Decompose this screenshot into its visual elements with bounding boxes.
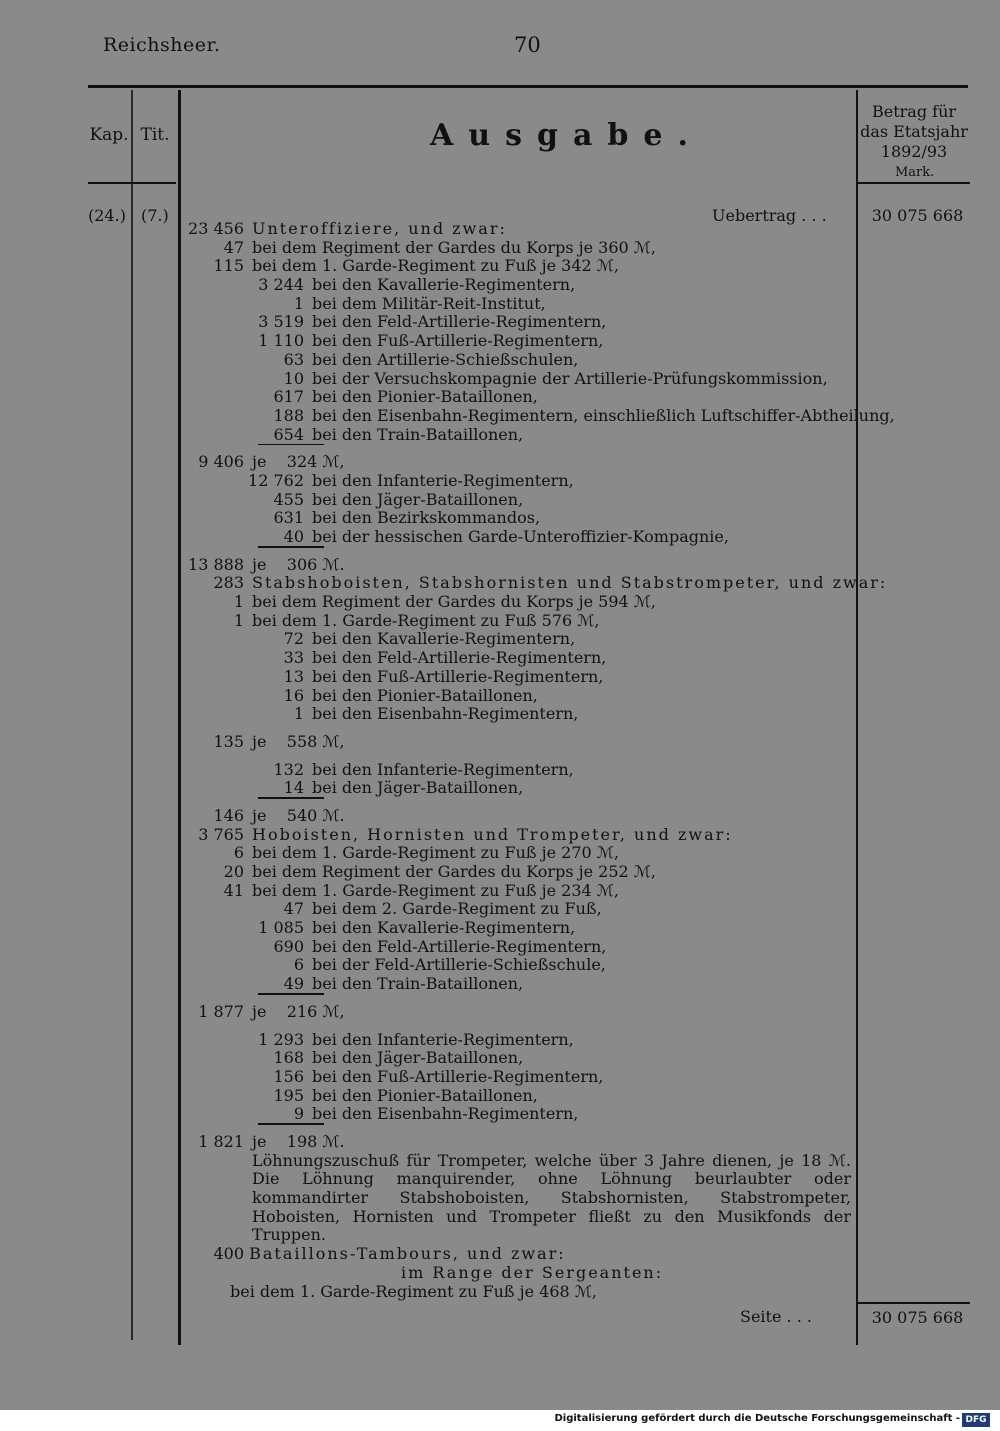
count: 1 293 (258, 1029, 304, 1049)
count: 13 888 (188, 554, 244, 574)
entry-text: je 540 ℳ. (252, 805, 345, 825)
entry-line (186, 938, 851, 957)
unit-label: Mark. (895, 165, 935, 180)
page-number: 70 (514, 33, 541, 57)
entry-line (186, 761, 851, 780)
entry-text: Hoboisten, Hornisten und Trompeter, und zwar: (252, 824, 733, 844)
count: 132 (273, 759, 304, 779)
entry-line (186, 351, 851, 370)
entry-text: Unteroffiziere, und zwar: (252, 219, 507, 238)
entry-text: bei den Eisenbahn-Regimentern, (312, 704, 579, 724)
count: 72 (283, 629, 304, 649)
entry-text: bei der Feld-Artillerie-Schießschule, (312, 955, 606, 975)
entry-text: bei dem 1. Garde-Regiment zu Fuß je 342 ℳ, (252, 256, 619, 276)
entry-line (186, 919, 851, 938)
entry-line (186, 405, 895, 426)
column-divider-2 (178, 90, 181, 1345)
subtotal-rule (258, 444, 324, 446)
count: 40 (283, 527, 304, 546)
entry-line (186, 1087, 851, 1106)
rang-line (186, 1264, 851, 1283)
entry-line (186, 1031, 851, 1050)
entry-line (186, 668, 851, 687)
entry-line (186, 239, 851, 258)
entry-text: bei den Bezirkskommandos, (312, 508, 541, 528)
entry-line (186, 388, 851, 407)
entry-line (186, 426, 851, 445)
entry-text: je 306 ℳ. (252, 554, 345, 574)
count: 13 (283, 666, 304, 686)
subtotal-rule (258, 1123, 324, 1125)
entry-line (186, 593, 851, 612)
count: 690 (273, 936, 304, 956)
column-divider-1 (131, 90, 133, 1340)
uebertrag-label: Uebertrag . . . (712, 206, 827, 225)
entry-line (186, 975, 851, 994)
count: 63 (283, 349, 304, 369)
count: 33 (283, 648, 304, 668)
entry-line (186, 509, 851, 528)
entry-line (186, 844, 851, 863)
entry-line (186, 573, 888, 593)
count: 1 110 (258, 331, 304, 351)
entry-line (186, 556, 851, 575)
entry-text: bei den Jäger-Bataillonen, (312, 1048, 524, 1068)
expenditure-lines (186, 219, 895, 1152)
count: 3 765 (198, 824, 244, 844)
entry-text: bei den Pionier-Bataillonen, (312, 685, 538, 705)
expenditure-body (186, 219, 895, 1301)
entry-line (186, 528, 851, 547)
entry-line (186, 1068, 851, 1087)
footer-bar (0, 1410, 1000, 1431)
count: 23 456 (188, 219, 244, 238)
betrag-line-1: Betrag für (871, 102, 957, 121)
count: 10 (283, 368, 304, 388)
count: 455 (273, 489, 304, 509)
tambours-line (186, 1245, 851, 1264)
entry-text: bei dem 1. Garde-Regiment zu Fuß 576 ℳ, (252, 610, 600, 630)
count: 135 (213, 731, 244, 751)
entry-text: bei den Jäger-Bataillonen, (312, 489, 524, 509)
entry-line (186, 332, 851, 351)
count: 156 (273, 1066, 304, 1086)
subtotal-rule (258, 546, 324, 548)
entry-text: bei den Kavallerie-Regimentern, (312, 918, 576, 938)
entry-text: bei dem 1. Garde-Regiment zu Fuß je 270 ℳ, (252, 843, 619, 863)
uebertrag-amount: 30 075 668 (871, 206, 964, 225)
count: 16 (283, 685, 304, 705)
entry-line (186, 491, 851, 510)
entry-text: je 558 ℳ, (252, 731, 345, 751)
entry-text: bei der Versuchskompagnie der Artillerie-Prüfungskommission, (312, 368, 828, 388)
count: 195 (273, 1085, 304, 1105)
column-header-tit: Tit. (140, 125, 170, 145)
entry-line (186, 453, 851, 472)
entry-text: bei den Fuß-Artillerie-Regimentern, (312, 666, 604, 686)
top-rule (88, 85, 968, 88)
count: 47 (283, 899, 304, 919)
count: 47 (223, 237, 244, 257)
count: 12 762 (248, 470, 304, 490)
count: 1 821 (198, 1131, 244, 1151)
entry-text: je 216 ℳ, (252, 1001, 345, 1021)
column-header-title: Ausgabe. (430, 118, 703, 153)
entry-line (186, 687, 851, 706)
entry-line (186, 1049, 851, 1068)
entry-text: bei den Train-Bataillonen, (312, 424, 524, 444)
entry-text: bei den Pionier-Bataillonen, (312, 1085, 538, 1105)
entry-text: bei den Eisenbahn-Regimentern, einschließlich Luftschiffer-Abtheilung, (312, 405, 895, 425)
running-header: Reichsheer. (103, 34, 221, 56)
entry-text: bei dem 2. Garde-Regiment zu Fuß, (312, 899, 602, 919)
count: 146 (213, 805, 244, 825)
entry-line (186, 1133, 851, 1152)
count: 283 (213, 573, 244, 593)
count: 654 (273, 424, 304, 444)
count: 1 (293, 704, 304, 724)
entry-text: bei den Pionier-Bataillonen, (312, 387, 538, 407)
entry-line (186, 779, 851, 798)
entry-line (186, 900, 851, 919)
entry-text: bei dem 1. Garde-Regiment zu Fuß je 468 ℳ, (230, 1281, 597, 1301)
count: 3 244 (258, 275, 304, 295)
subtotal-rule (258, 797, 324, 799)
entry-text: bei der hessischen Garde-Unteroffizier-Kompagnie, (312, 527, 729, 546)
betrag-line-3: 1892/93 (880, 142, 948, 161)
entry-line (186, 705, 851, 724)
count: 168 (273, 1048, 304, 1068)
count: 6 (233, 843, 244, 863)
entry-line (186, 612, 851, 631)
footer-credit: Digitalisierung gefördert durch die Deutsche Forschungsgemeinschaft - (554, 1413, 960, 1424)
entry-text: bei den Artillerie-Schießschulen, (312, 349, 579, 369)
count: 400 (213, 1244, 244, 1264)
entry-line (186, 313, 851, 332)
subtotal-rule (258, 993, 324, 995)
entry-text: je 198 ℳ. (252, 1131, 345, 1151)
entry-line (186, 370, 851, 389)
seite-amount: 30 075 668 (871, 1308, 964, 1327)
entry-text: bei den Infanterie-Regimentern, (312, 470, 574, 490)
entry-text: bei dem Regiment der Gardes du Korps je 252 ℳ, (252, 862, 656, 881)
entry-text: bei den Infanterie-Regimentern, (312, 759, 574, 779)
entry-line (186, 882, 851, 901)
count: 1 085 (258, 918, 304, 938)
entry-text: bei dem Regiment der Gardes du Korps je 360 ℳ, (252, 237, 656, 257)
betrag-line-2: das Etatsjahr (860, 122, 968, 141)
count: 115 (213, 256, 244, 276)
count: 617 (273, 387, 304, 407)
last-entry-line (186, 1283, 851, 1302)
entry-text: bei dem Regiment der Gardes du Korps je 594 ℳ, (252, 592, 656, 612)
entry-line (186, 295, 851, 314)
column-header-betrag (858, 102, 970, 162)
count: 631 (273, 508, 304, 528)
tit-value: (7.) (141, 206, 169, 225)
entry-line (186, 733, 851, 752)
entry-line (186, 649, 851, 668)
entry-text: je 324 ℳ, (252, 452, 345, 472)
count: 14 (283, 778, 304, 798)
entry-text: bei den Kavallerie-Regimentern, (312, 275, 576, 295)
loehnung-paragraph: Löhnungszuschuß für Trompeter, welche über 3 Jahre dienen, je 18 ℳ. Die Löhnung manquirender, ohne Löhnung beurlaubter oder kommandirter Stabshoboisten, Stabshornisten, Stabstrompeter, Hoboisten, Hornisten und Trompeter fließt zu den Musikfonds der Truppen. (252, 1150, 851, 1245)
entry-line (186, 826, 851, 845)
entry-text: bei den Infanterie-Regimentern, (312, 1029, 574, 1049)
count: 6 (293, 955, 304, 975)
header-rule-right (858, 182, 970, 184)
count: 41 (223, 880, 244, 900)
kap-value: (24.) (88, 206, 126, 225)
entry-line (186, 1105, 851, 1124)
entry-line (186, 257, 851, 276)
entry-text: bei den Feld-Artillerie-Regimentern, (312, 312, 607, 332)
entry-text: bei den Eisenbahn-Regimentern, (312, 1104, 579, 1124)
entry-line (186, 956, 851, 975)
column-header-kap: Kap. (89, 125, 129, 145)
entry-text: bei den Train-Bataillonen, (312, 974, 524, 994)
entry-text: bei den Jäger-Bataillonen, (312, 778, 524, 798)
seite-label: Seite . . . (740, 1307, 812, 1326)
entry-text: bei den Fuß-Artillerie-Regimentern, (312, 331, 604, 351)
count: 188 (273, 405, 304, 425)
entry-line (186, 630, 851, 649)
entry-text: Bataillons-Tambours, und zwar: (249, 1244, 566, 1264)
entry-text: bei den Feld-Artillerie-Regimentern, (312, 936, 607, 956)
entry-text: bei den Feld-Artillerie-Regimentern, (312, 648, 607, 668)
count: 1 (293, 293, 304, 313)
count: 20 (223, 862, 244, 881)
entry-line (186, 472, 851, 491)
column-divider-3 (856, 90, 858, 1345)
entry-line (186, 807, 851, 826)
entry-line (186, 863, 851, 882)
entry-text: im Range der Sergeanten: (401, 1262, 664, 1282)
entry-text: bei dem 1. Garde-Regiment zu Fuß je 234 ℳ, (252, 880, 619, 900)
count: 1 877 (198, 1001, 244, 1021)
entry-text: Stabshoboisten, Stabshornisten und Stabstrompeter, und zwar: (252, 573, 888, 593)
count: 49 (283, 974, 304, 994)
count: 1 (233, 592, 244, 612)
count: 3 519 (258, 312, 304, 332)
entry-line (186, 1003, 851, 1022)
sum-rule (858, 1302, 970, 1304)
entry-text: bei den Fuß-Artillerie-Regimentern, (312, 1066, 604, 1086)
count: 9 406 (198, 452, 244, 472)
entry-text: bei dem Militär-Reit-Institut, (312, 293, 546, 313)
dfg-logo: DFG (962, 1413, 990, 1427)
entry-line (186, 220, 851, 239)
count: 9 (293, 1104, 304, 1124)
entry-line (186, 276, 851, 295)
entry-text: bei den Kavallerie-Regimentern, (312, 629, 576, 649)
count: 1 (233, 610, 244, 630)
